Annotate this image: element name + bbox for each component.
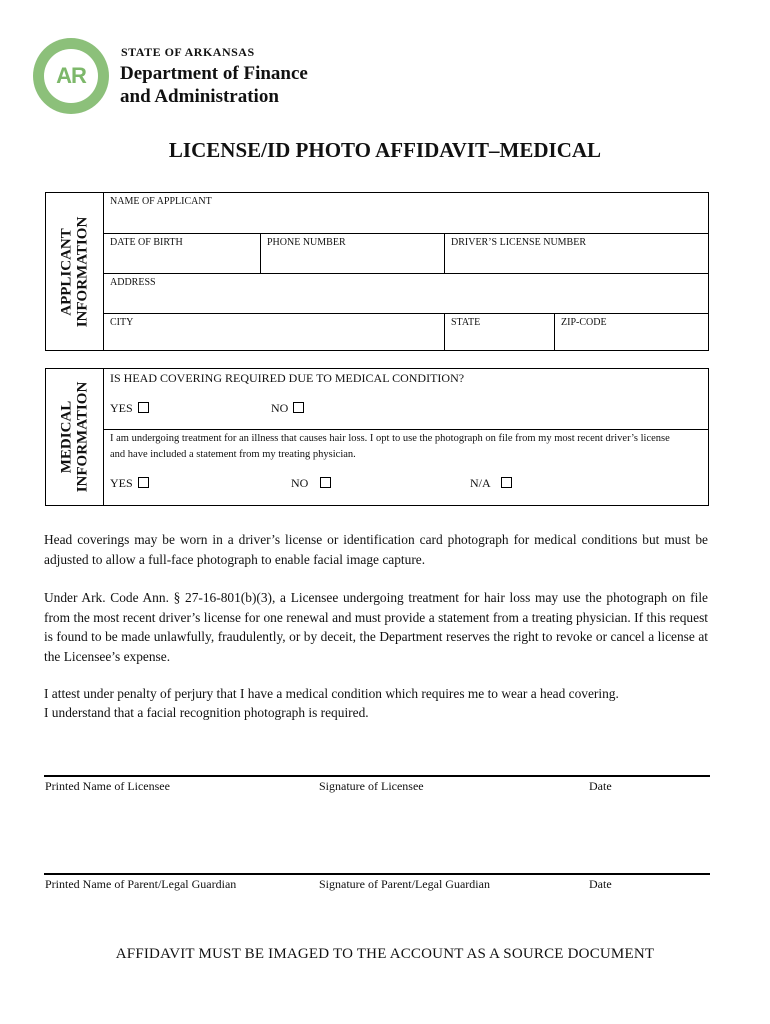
seal-center (44, 49, 98, 103)
state-label: STATE (451, 317, 481, 328)
hair-loss-statement-block (103, 429, 709, 506)
department-name-line2: and Administration (120, 86, 279, 107)
drivers-license-number-label: DRIVER’S LICENSE NUMBER (451, 237, 587, 248)
attestation-line2: I understand that a facial recognition photograph is required. (44, 705, 369, 720)
department-seal-logo (33, 38, 109, 114)
form-title: LICENSE/ID PHOTO AFFIDAVIT–MEDICAL (168, 138, 602, 162)
city-label: CITY (110, 317, 134, 328)
hair-loss-na-option[interactable] (470, 476, 512, 492)
date-of-birth-label: DATE OF BIRTH (110, 237, 183, 248)
applicant-label-line2: INFORMATION (74, 216, 90, 327)
signature-label: Signature of Licensee (319, 779, 424, 793)
hair-loss-no-option[interactable] (291, 476, 331, 492)
phone-number-field[interactable] (260, 233, 445, 274)
head-covering-no-checkbox[interactable] (293, 402, 304, 413)
head-covering-question: IS HEAD COVERING REQUIRED DUE TO MEDICAL CONDITION? (110, 371, 465, 385)
address-field[interactable] (103, 273, 709, 314)
head-covering-no-option[interactable] (271, 401, 304, 416)
department-name-line1: Department of Finance (120, 63, 308, 84)
state-name: STATE OF ARKANSAS (121, 45, 255, 59)
hair-loss-na-checkbox[interactable] (501, 477, 512, 488)
head-covering-yes-checkbox[interactable] (138, 402, 149, 413)
printed-name-label: Printed Name of Licensee (45, 779, 170, 793)
hair-loss-no-label: NO (291, 476, 309, 490)
applicant-name-label: NAME OF APPLICANT (110, 196, 212, 207)
hair-loss-yes-checkbox[interactable] (138, 477, 149, 488)
drivers-license-number-field[interactable] (444, 233, 709, 274)
guardian-date-label: Date (589, 877, 612, 891)
address-label: ADDRESS (110, 277, 156, 288)
guardian-printed-name-label: Printed Name of Parent/Legal Guardian (45, 877, 237, 891)
statute-paragraph: Under Ark. Code Ann. § 27-16-801(b)(3), a Licensee undergoing treatment for hair loss may use the photograph on file from the most recent driver’s license for one renewal and must provide a statement from a treating physician. If this request is found to be made unlawfully, fraudulently, or by deceit, the Department reserves the right to revoke or cancel a license at the Licensee’s expense. (44, 590, 708, 664)
medical-label-line2: INFORMATION (74, 381, 90, 493)
head-covering-yes-label: YES (110, 401, 133, 415)
applicant-label-line1: APPLICANT (58, 227, 74, 316)
guardian-signature-line[interactable] (44, 873, 710, 875)
hair-loss-na-label: N/A (470, 476, 491, 490)
head-covering-yes-option[interactable] (110, 401, 149, 416)
medical-label-line1: MEDICAL (58, 400, 74, 474)
hair-loss-statement: I am undergoing treatment for an illness that causes hair loss. I opt to use the photograph on file from my most recent driver’s license and have included a statement from my treating physician. (110, 433, 670, 460)
city-field[interactable] (103, 313, 445, 351)
head-covering-no-label: NO (271, 401, 289, 415)
head-covering-paragraph: Head coverings may be worn in a driver’s license or identification card photograph for medical conditions but must be adjusted to allow a full-face photograph to enable facial image capture. (44, 532, 708, 567)
attestation-line1: I attest under penalty of perjury that I have a medical condition which requires me to wear a head covering. (44, 686, 619, 701)
zip-code-label: ZIP-CODE (561, 317, 607, 328)
guardian-signature-label: Signature of Parent/Legal Guardian (319, 877, 490, 891)
date-label: Date (589, 779, 612, 793)
hair-loss-yes-option[interactable] (110, 476, 149, 492)
footer-notice: AFFIDAVIT MUST BE IMAGED TO THE ACCOUNT AS A SOURCE DOCUMENT (115, 946, 655, 962)
hair-loss-yes-label: YES (110, 476, 133, 490)
applicant-name-field[interactable] (103, 192, 709, 234)
hair-loss-no-checkbox[interactable] (320, 477, 331, 488)
date-of-birth-field[interactable] (103, 233, 261, 274)
state-field[interactable] (444, 313, 555, 351)
licensee-signature-line[interactable] (44, 775, 710, 777)
seal-ar-text: AR (56, 63, 86, 88)
head-covering-question-block (103, 368, 709, 430)
phone-number-label: PHONE NUMBER (267, 237, 346, 248)
zip-code-field[interactable] (554, 313, 709, 351)
